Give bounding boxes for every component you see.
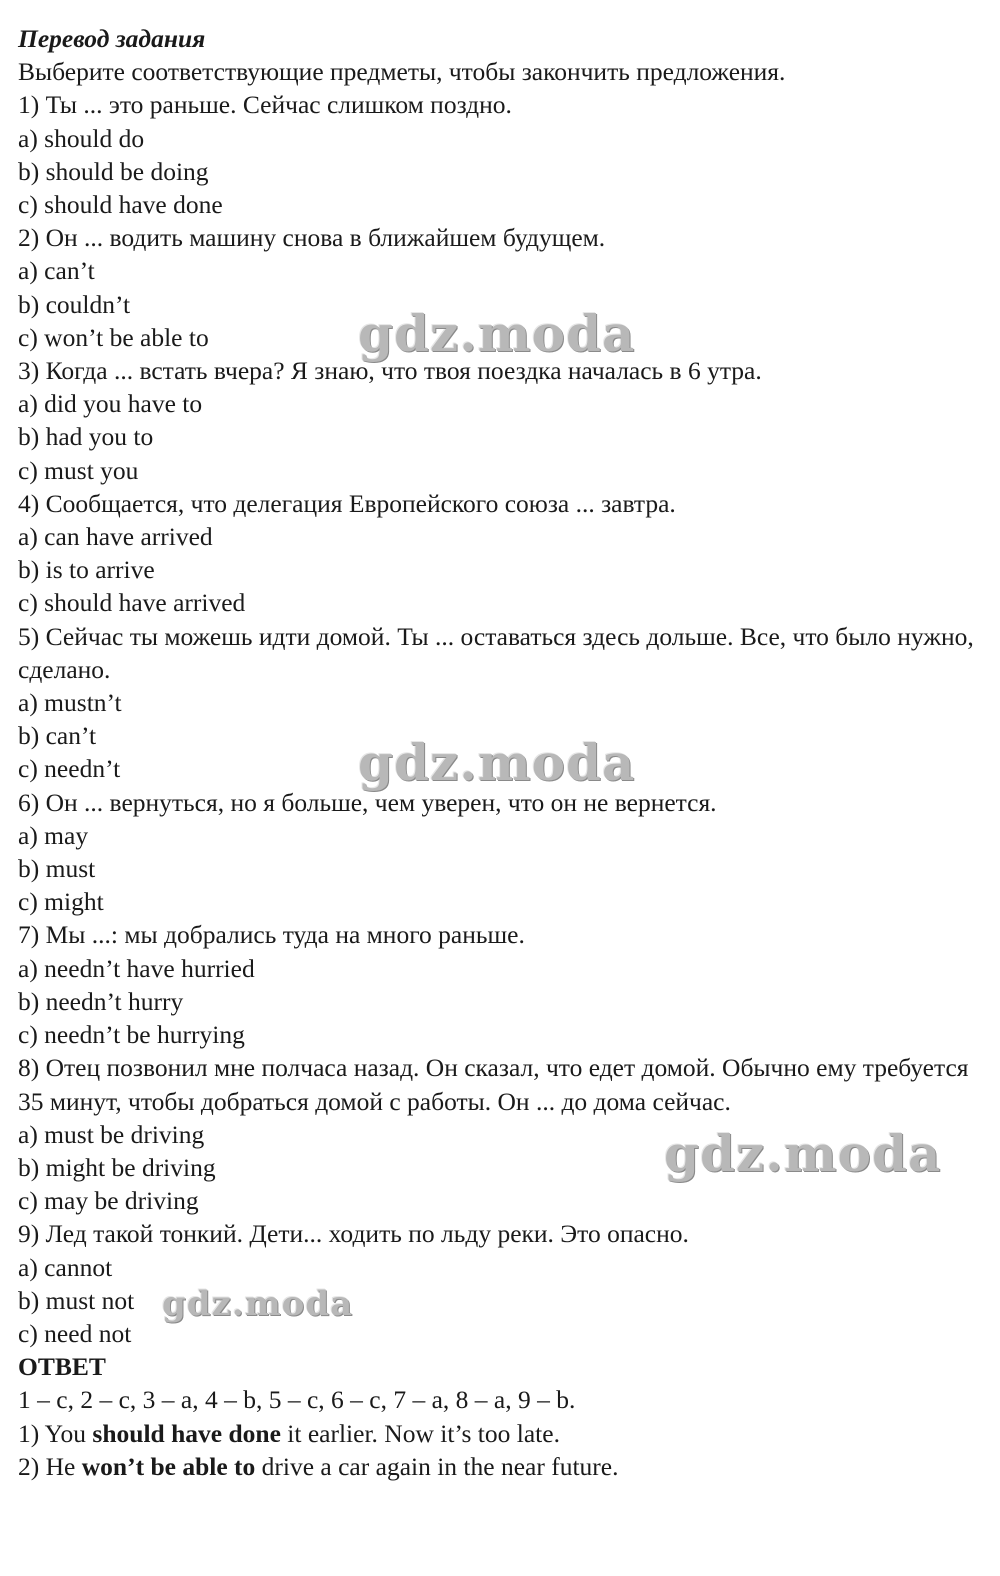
option-6b: b) must <box>18 854 96 884</box>
option-1a: a) should do <box>18 123 145 153</box>
question-1: 1) Ты ... это раньше. Сейчас слишком поздно. <box>18 90 512 120</box>
example-1-after: it earlier. Now it’s too late. <box>280 1418 560 1448</box>
example-1-before: 1) You <box>18 1418 93 1448</box>
option-9b: b) must not <box>18 1285 135 1315</box>
option-7a: a) needn’t have hurried <box>18 953 255 983</box>
instruction-text: Выберите соответствующие предметы, чтобы закончить предложения. <box>18 57 786 87</box>
option-9c: c) need not <box>18 1318 132 1348</box>
option-1c: c) should have done <box>18 190 223 220</box>
option-3c: c) must you <box>18 455 139 485</box>
option-6a: a) may <box>18 820 89 850</box>
document-page <box>18 22 978 1483</box>
question-2: 2) Он ... водить машину снова в ближайшем будущем. <box>18 223 606 253</box>
answer-heading: ОТВЕТ <box>18 1352 106 1382</box>
watermark-4: gdz.moda <box>162 1284 354 1324</box>
example-2-bold: won’t be able to <box>81 1451 256 1481</box>
option-7b: b) needn’t hurry <box>18 986 184 1016</box>
page-heading: Перевод задания <box>18 24 206 53</box>
question-3: 3) Когда ... встать вчера? Я знаю, что твоя поездка началась в 6 утра. <box>18 356 762 386</box>
option-4b: b) is to arrive <box>18 555 155 585</box>
answer-key: 1 – c, 2 – c, 3 – a, 4 – b, 5 – c, 6 – c, 7 – a, 8 – a, 9 – b. <box>18 1385 576 1415</box>
option-2b: b) couldn’t <box>18 289 131 319</box>
question-8: 8) Отец позвонил мне полчаса назад. Он сказал, что едет домой. Обычно ему требуется 35 минут, чтобы добраться домой с работы. Он ... до дома сейчас. <box>18 1053 969 1116</box>
option-4a: a) can have arrived <box>18 522 213 552</box>
question-7: 7) Мы ...: мы добрались туда на много раньше. <box>18 920 525 950</box>
option-7c: c) needn’t be hurrying <box>18 1020 245 1050</box>
example-2-after: drive a car again in the near future. <box>255 1451 619 1481</box>
example-1-bold: should have done <box>92 1418 281 1448</box>
option-4c: c) should have arrived <box>18 588 246 618</box>
question-5: 5) Сейчас ты можешь идти домой. Ты ... оставаться здесь дольше. Все, что было нужно, сделано. <box>18 621 974 684</box>
option-9a: a) cannot <box>18 1252 113 1282</box>
example-2-before: 2) He <box>18 1451 82 1481</box>
question-6: 6) Он ... вернуться, но я больше, чем уверен, что он не вернется. <box>18 787 717 817</box>
watermark-1: gdz.moda <box>358 304 636 363</box>
example-1 <box>18 1417 978 1450</box>
question-9: 9) Лед такой тонкий. Дети... ходить по льду реки. Это опасно. <box>18 1219 689 1249</box>
option-2c: c) won’t be able to <box>18 322 209 352</box>
option-1b: b) should be doing <box>18 156 209 186</box>
option-3a: a) did you have to <box>18 389 203 419</box>
option-3b: b) had you to <box>18 422 154 452</box>
watermark-2: gdz.moda <box>358 733 636 792</box>
question-4: 4) Сообщается, что делегация Европейского союза ... завтра. <box>18 488 676 518</box>
option-8c: c) may be driving <box>18 1186 199 1216</box>
watermark-3: gdz.moda <box>664 1124 942 1183</box>
option-6c: c) might <box>18 887 104 917</box>
option-5a: a) mustn’t <box>18 688 122 718</box>
option-8a: a) must be driving <box>18 1119 205 1149</box>
option-2a: a) can’t <box>18 256 95 286</box>
option-5c: c) needn’t <box>18 754 121 784</box>
option-5b: b) can’t <box>18 721 97 751</box>
example-2 <box>18 1450 978 1483</box>
option-8b: b) might be driving <box>18 1152 216 1182</box>
